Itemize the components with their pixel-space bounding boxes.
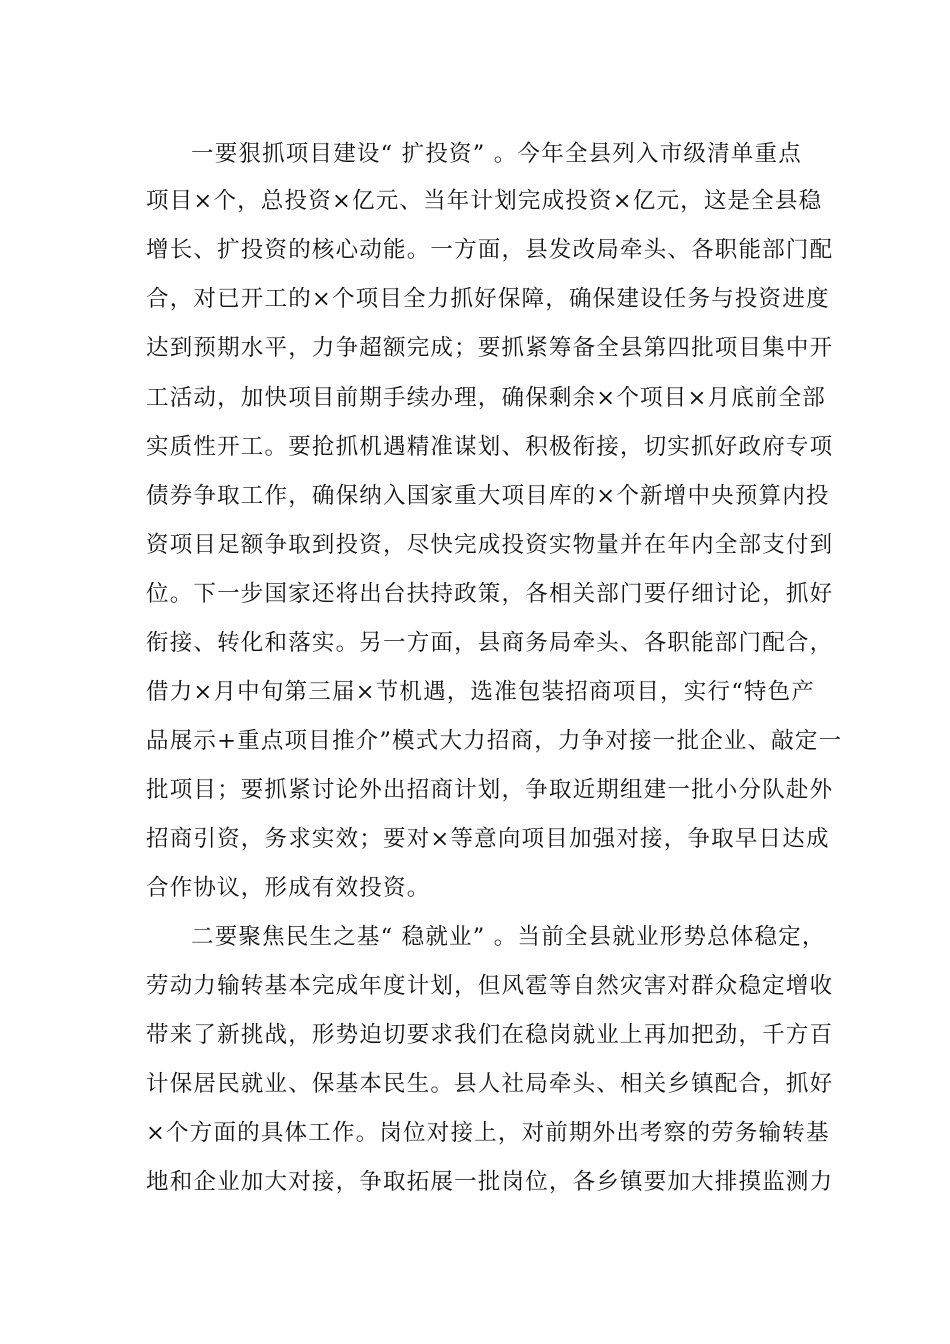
paragraph-line: 增长、扩投资的核心动能。一方面，县发改局牵头、各职能部门配	[146, 237, 834, 263]
paragraph-line: 批项目；要抓紧讨论外出招商计划，争取近期组建一批小分队赴外	[146, 777, 834, 803]
paragraph-line: 实质性开工。要抢抓机遇精准谋划、积极衔接，切实抓好政府专项	[146, 434, 834, 460]
paragraph-line: 带来了新挑战，形势迫切要求我们在稳岗就业上再加把劲，千方百	[146, 1022, 834, 1048]
paragraph-line: 合作协议，形成有效投资。	[146, 875, 431, 901]
paragraph-line: 二要聚焦民生之基“ 稳就业” 。当前全县就业形势总体稳定，	[191, 924, 826, 950]
paragraph-line: 资项目足额争取到投资，尽快完成投资实物量并在年内全部支付到	[146, 532, 834, 558]
paragraph-line: 招商引资，务求实效；要对×等意向项目加强对接，争取早日达成	[146, 826, 830, 852]
paragraph-line: 合，对已开工的×个项目全力抓好保障，确保建设任务与投资进度	[146, 286, 830, 312]
paragraph-line: 衔接、转化和落实。另一方面，县商务局牵头、各职能部门配合，	[146, 630, 834, 656]
paragraph-line: 工活动，加快项目前期手续办理，确保剩余×个项目×月底前全部	[146, 385, 827, 411]
paragraph-line: 债券争取工作，确保纳入国家重大项目库的×个新增中央预算内投	[146, 483, 830, 509]
paragraph-line: ×个方面的具体工作。岗位对接上，对前期外出考察的劳务输转基	[146, 1120, 830, 1146]
paragraph-line: 计保居民就业、保基本民生。县人社局牵头、相关乡镇配合，抓好	[146, 1071, 834, 1097]
paragraph-line: 借力×月中旬第三届×节机遇，选准包装招商项目，实行“特色产	[146, 679, 816, 705]
paragraph-line: 一要狠抓项目建设“ 扩投资” 。今年全县列入市级清单重点	[191, 141, 802, 167]
paragraph-line: 项目×个，总投资×亿元、当年计划完成投资×亿元，这是全县稳	[146, 188, 823, 214]
paragraph-line: 位。下一步国家还将出台扶持政策，各相关部门要仔细讨论，抓好	[146, 581, 834, 607]
paragraph-line: 品展示+重点项目推介”模式大力招商，力争对接一批企业、敲定一	[146, 728, 843, 754]
paragraph-line: 达到预期水平，力争超额完成；要抓紧筹备全县第四批项目集中开	[146, 335, 834, 361]
paragraph-line: 劳动力输转基本完成年度计划，但风雹等自然灾害对群众稳定增收	[146, 973, 834, 999]
paragraph-line: 地和企业加大对接，争取拓展一批岗位，各乡镇要加大排摸监测力	[146, 1169, 834, 1195]
